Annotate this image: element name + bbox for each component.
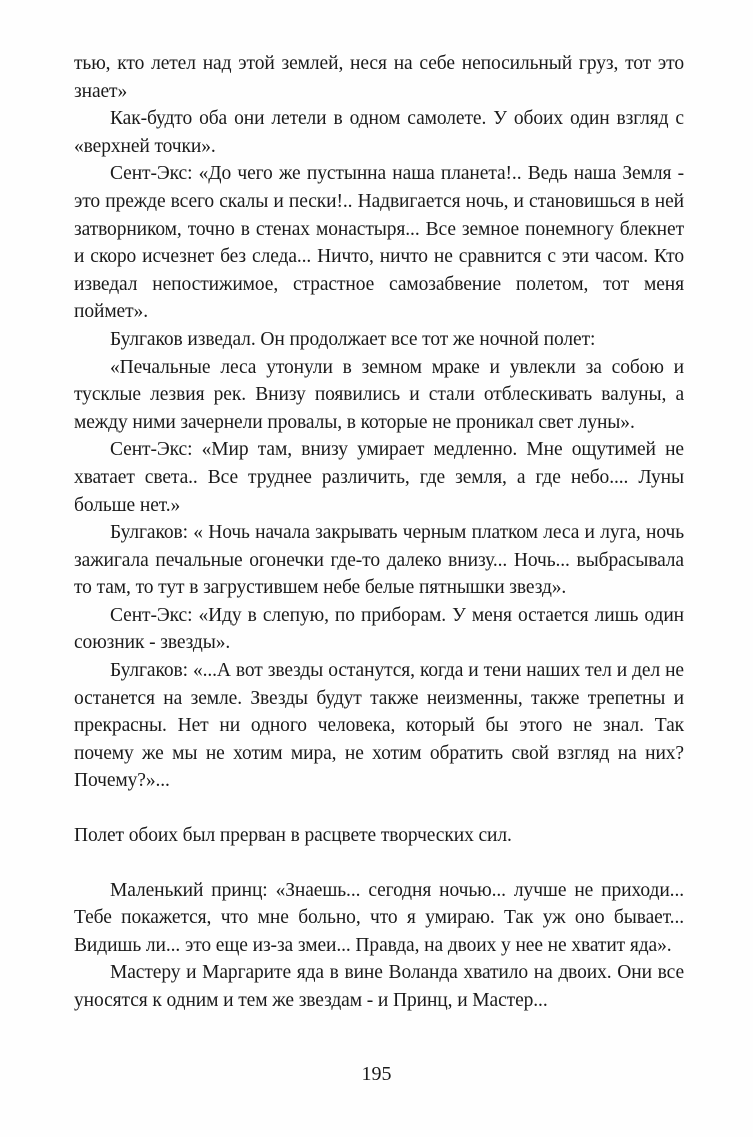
paragraph-saint-exupery-quote: Сент-Экс: «Иду в слепую, по приборам. У меня остается лишь один союзник - звезды». xyxy=(74,604,684,654)
paragraph-bulgakov-quote: «Печальные леса утонули в земном мраке и увлекли за собою и тусклые лезвия рек. Внизу появились и стали отблескивать валуны, а между ними зачернели провалы, в которые не проникал свет луны». xyxy=(74,356,684,433)
paragraph: Мастеру и Маргарите яда в вине Воланда хватило на двоих. Они все уносятся к одним и тем же звездам - и Принц, и Мастер... xyxy=(74,962,684,1011)
paragraph-continuation: тью, кто летел над этой землей, неся на себе непосильный груз, тот это знает» xyxy=(74,53,684,102)
paragraph-saint-exupery-quote: Сент-Экс: «Мир там, внизу умирает медленно. Мне ощутимей не хватает света.. Все труднее различить, где земля, а где небо.... Луны больше нет.» xyxy=(74,439,684,516)
paragraph-bulgakov-quote: Булгаков: «...А вот звезды останутся, когда и тени наших тел и дел не останется на земле. Звезды будут также неизменны, также трепетны и прекрасны. Нет ни одного человека, который бы этого не знал. Так почему же мы не хотим мира, не хотим обратить свой взгляд на них? Почему?»... xyxy=(74,660,684,792)
page-body-text xyxy=(74,50,684,1015)
paragraph: Булгаков изведал. Он продолжает все тот же ночной полет: xyxy=(110,328,596,350)
paragraph: Полет обоих был прерван в расцвете творческих сил. xyxy=(74,825,512,847)
paragraph: Как-будто оба они летели в одном самолете. У обоих один взгляд с «верхней точки». xyxy=(74,108,684,157)
paragraph-saint-exupery-quote: Сент-Экс: «До чего же пустынна наша планета!.. Ведь наша Земля - это прежде всего скалы и пески!.. Надвигается ночь, и становишься в ней затворником, точно в стенах монастыря... Все земное понемногу блекнет и скоро исчезнет без следа... Ничто, ничто не сравнится с эти часом. Кто изведал непостижимое, страстное самозабвение полетом, тот меня поймет». xyxy=(74,163,684,323)
paragraph-little-prince-quote: Маленький принц: «Знаешь... сегодня ночью... лучше не приходи... Тебе покажется, что мне больно, что я умираю. Так уж оно бывает... Видишь ли... это еще из-за змеи... Правда, на двоих у нее не хватит яда». xyxy=(74,879,684,956)
paragraph-bulgakov-quote: Булгаков: « Ночь начала закрывать черным платком леса и луга, ночь зажигала печальные огонечки где-то далеко внизу... Ночь... выбрасывала то там, то тут в загрустившем небе белые пятнышки звезд». xyxy=(74,522,684,599)
page-number: 195 xyxy=(361,1063,392,1085)
